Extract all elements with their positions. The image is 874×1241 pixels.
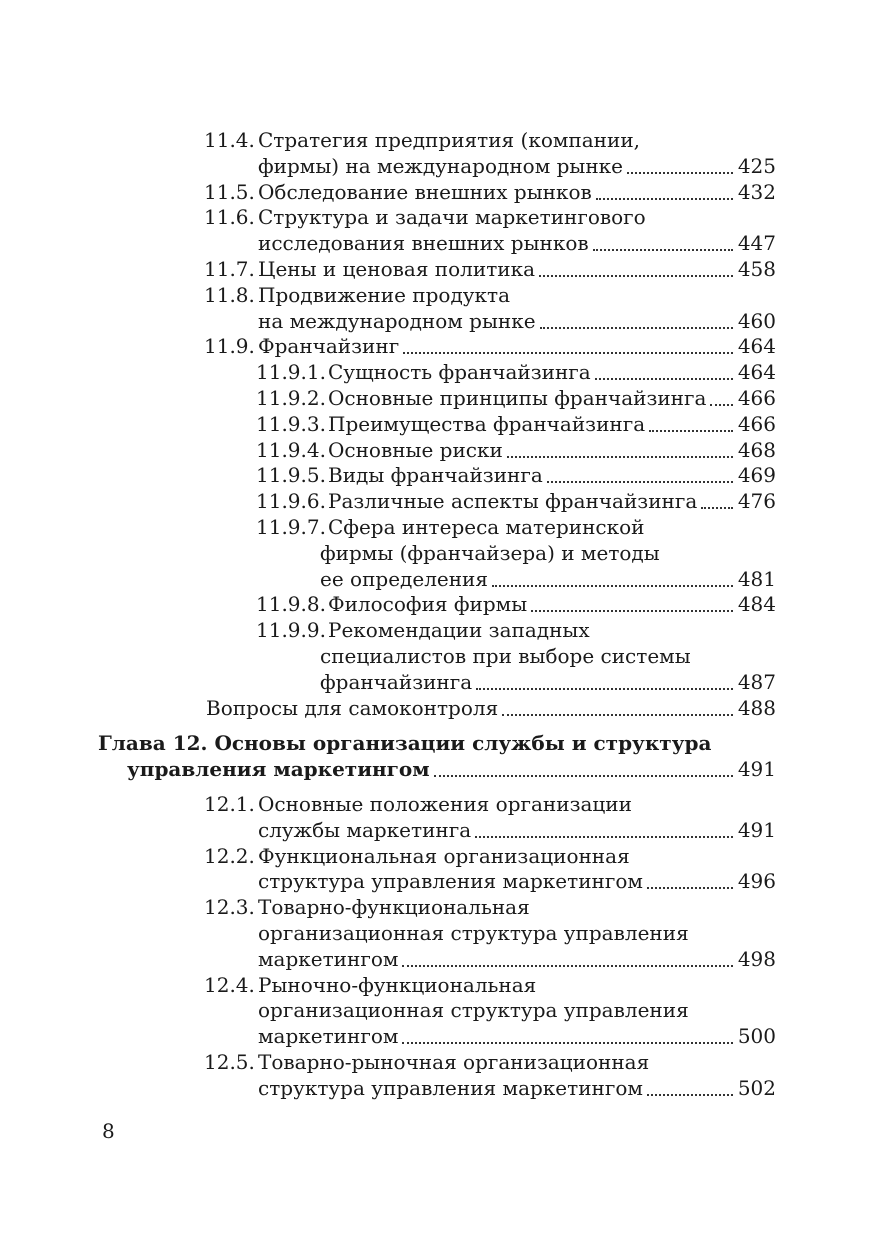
toc-page: 500 [737, 1024, 776, 1049]
toc-title: Сущность франчайзинга [328, 360, 591, 385]
toc-entry-11-5 [0, 180, 874, 206]
toc-title: Цены и ценовая политика [258, 256, 536, 281]
dot-leader [476, 670, 733, 690]
toc-page: 460 [737, 308, 776, 333]
chapter-title: Глава 12. Основы организации службы и структура [98, 731, 712, 756]
toc-entry-11-9-4 [0, 438, 874, 464]
toc-number: 11.9.5. [256, 463, 326, 488]
toc-page: 466 [737, 411, 776, 436]
toc-entry-11-4 [0, 128, 874, 154]
toc-title-cont: структура управления маркетингом [258, 869, 643, 894]
toc-number: 11.9.6. [256, 489, 326, 514]
toc-page: 469 [737, 463, 776, 488]
toc-title-cont: службы маркетинга [258, 817, 472, 842]
toc-title-cont: франчайзинга [320, 669, 473, 694]
toc-number: 11.9.9. [256, 618, 326, 643]
toc-title: Товарно-функциональная [258, 895, 530, 920]
toc-entry-11-9-1 [0, 360, 874, 386]
toc-page: 487 [737, 669, 776, 694]
toc-entry-11-9-6 [0, 489, 874, 515]
toc-chapter-12 [0, 731, 874, 757]
dot-leader [531, 592, 733, 612]
toc-number: 11.9. [204, 334, 255, 359]
dot-leader [627, 154, 733, 174]
toc-page: 476 [737, 489, 776, 514]
toc-page: 484 [737, 592, 776, 617]
toc-entry-12-4 [0, 973, 874, 999]
toc-title: Функциональная организационная [258, 843, 630, 868]
toc-page: 502 [737, 1075, 776, 1100]
page-number: 8 [102, 1119, 115, 1143]
toc-page: 425 [737, 153, 776, 178]
toc-number: 11.9.4. [256, 437, 326, 462]
chapter-title-cont: управления маркетингом [127, 757, 430, 782]
toc-number: 11.9.8. [256, 592, 326, 617]
toc-entry-11-6 [0, 205, 874, 231]
dot-leader [649, 412, 733, 432]
toc-title: Основные принципы франчайзинга [328, 385, 707, 410]
toc-number: 12.4. [204, 972, 255, 997]
dot-leader [502, 696, 733, 716]
toc-title: Франчайзинг [258, 334, 400, 359]
toc-title-cont: фирмы (франчайзера) и методы [320, 540, 660, 565]
toc-entry-11-9 [0, 334, 874, 360]
dot-leader [402, 947, 732, 967]
toc-entry-12-1 [0, 792, 874, 818]
dot-leader [434, 757, 733, 777]
dot-leader [710, 386, 732, 406]
toc-title: Вопросы для самоконтроля [206, 695, 499, 720]
toc-title: Обследование внешних рынков [258, 179, 592, 204]
toc-title-cont: ее определения [320, 566, 489, 591]
toc-page: 481 [737, 566, 776, 591]
dot-leader [403, 334, 733, 354]
dot-leader [507, 438, 733, 458]
toc-number: 12.1. [204, 791, 255, 816]
toc-title: Продвижение продукта [258, 282, 511, 307]
dot-leader [701, 489, 733, 509]
toc-title: Рыночно-функциональная [258, 972, 537, 997]
dot-leader [547, 463, 733, 483]
dot-leader [647, 1076, 733, 1096]
toc-entry-11-9-2 [0, 386, 874, 412]
toc-entry-11-8 [0, 283, 874, 309]
toc-number: 12.3. [204, 895, 255, 920]
dot-leader [595, 360, 733, 380]
toc-number: 11.9.3. [256, 411, 326, 436]
dot-leader [475, 818, 733, 838]
dot-leader [647, 869, 733, 889]
toc-entry-12-5 [0, 1050, 874, 1076]
toc-page: 432 [737, 179, 776, 204]
dot-leader [596, 180, 733, 200]
toc-title: Основные риски [328, 437, 503, 462]
table-of-contents [0, 128, 874, 1101]
toc-entry-11-9-8 [0, 592, 874, 618]
toc-title: Сфера интереса материнской [328, 514, 645, 539]
toc-page: 488 [737, 695, 776, 720]
toc-entry-11-9-9 [0, 618, 874, 644]
toc-title: Структура и задачи маркетингового [258, 205, 646, 230]
toc-page: 458 [737, 256, 776, 281]
dot-leader [593, 231, 733, 251]
toc-title-cont: организационная структура управления [258, 920, 689, 945]
toc-page: 496 [737, 869, 776, 894]
toc-title-cont: структура управления маркетингом [258, 1075, 643, 1100]
toc-number: 11.4. [204, 128, 255, 152]
toc-page: 468 [737, 437, 776, 462]
toc-page: 491 [737, 757, 776, 782]
toc-number: 11.8. [204, 282, 255, 307]
toc-entry-questions [0, 696, 874, 722]
toc-title-cont: исследования внешних рынков [258, 231, 589, 256]
toc-number: 11.5. [204, 179, 255, 204]
dot-leader [540, 309, 733, 329]
toc-page: 466 [737, 385, 776, 410]
toc-entry-12-3 [0, 895, 874, 921]
toc-title: Философия фирмы [328, 592, 528, 617]
toc-page: 447 [737, 231, 776, 256]
toc-title-cont: фирмы) на международном рынке [258, 153, 623, 178]
toc-number: 11.9.7. [256, 514, 326, 539]
dot-leader [539, 257, 733, 277]
toc-number: 12.5. [204, 1049, 255, 1074]
toc-title: Преимущества франчайзинга [328, 411, 646, 436]
toc-entry-11-7 [0, 257, 874, 283]
dot-leader [492, 567, 733, 587]
toc-entry-12-2 [0, 844, 874, 870]
toc-number: 11.7. [204, 256, 255, 281]
toc-title-cont: специалистов при выборе системы [320, 643, 691, 668]
toc-entry-11-9-3 [0, 412, 874, 438]
toc-number: 11.9.1. [256, 360, 326, 385]
toc-page: 491 [737, 817, 776, 842]
toc-title-cont: организационная структура управления [258, 998, 689, 1023]
toc-title: Различные аспекты франчайзинга [328, 489, 698, 514]
toc-number: 11.6. [204, 205, 255, 230]
toc-title-cont: маркетингом [258, 1024, 399, 1049]
toc-entry-11-9-5 [0, 463, 874, 489]
toc-title-cont: на международном рынке [258, 308, 536, 333]
toc-page: 464 [737, 360, 776, 385]
dot-leader [402, 1024, 732, 1044]
toc-title: Рекомендации западных [328, 618, 590, 643]
toc-title: Основные положения организации [258, 791, 632, 816]
toc-page: 464 [737, 334, 776, 359]
toc-title: Виды франчайзинга [328, 463, 543, 488]
toc-number: 12.2. [204, 843, 255, 868]
toc-title: Товарно-рыночная организационная [258, 1049, 650, 1074]
toc-title-cont: маркетингом [258, 946, 399, 971]
toc-page: 498 [737, 946, 776, 971]
toc-number: 11.9.2. [256, 385, 326, 410]
toc-entry-11-9-7 [0, 515, 874, 541]
toc-title: Стратегия предприятия (компании, [258, 128, 641, 152]
